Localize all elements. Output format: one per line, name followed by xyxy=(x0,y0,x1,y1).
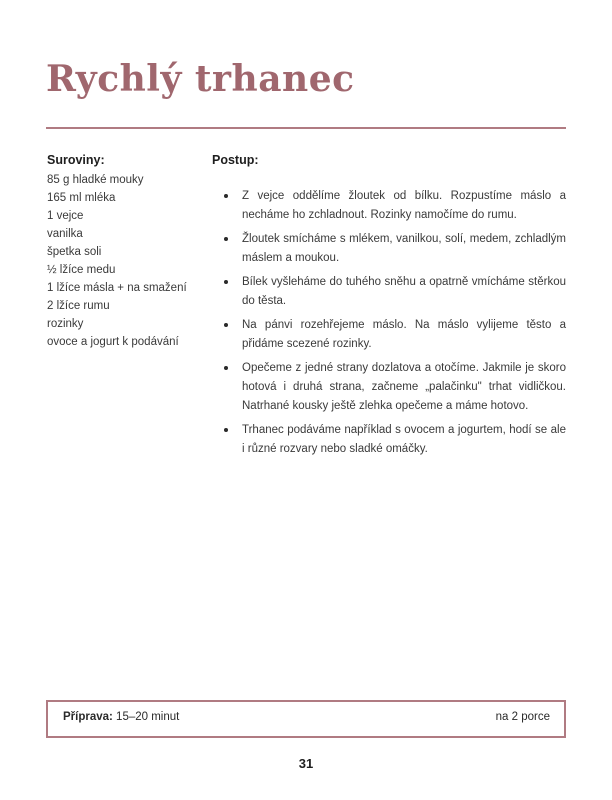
preparation-time xyxy=(63,711,179,723)
bullet-icon xyxy=(224,366,228,370)
page-number: 31 xyxy=(298,756,314,771)
procedure-step xyxy=(212,230,566,268)
ingredient-item: 85 g hladké mouky xyxy=(47,174,144,186)
ingredient-item: ovoce a jogurt k podávání xyxy=(47,336,179,348)
ingredients-list xyxy=(47,171,207,351)
bullet-icon xyxy=(224,194,228,198)
ingredient-item: 1 vejce xyxy=(47,210,84,222)
procedure-step-text: Žloutek smícháme s mlékem, vanilkou, solí, medem, zchladlým máslem a moukou. xyxy=(242,233,566,264)
preparation-label: Příprava: xyxy=(63,711,113,723)
bullet-icon xyxy=(224,428,228,432)
procedure-step-text: Opečeme z jedné strany dozlatova a otočíme. Jakmile je skoro hotová i druhá strana, začneme „palačinku" trhat vidličkou. Natrhané kousky ještě zlehka opečeme a máme hotovo. xyxy=(242,362,566,412)
procedure-steps xyxy=(212,187,566,459)
ingredient-item: 2 lžíce rumu xyxy=(47,300,110,312)
ingredients-heading: Suroviny: xyxy=(47,153,105,167)
procedure-step-text: Bílek vyšleháme do tuhého sněhu a opatrně vmícháme stěrkou do těsta. xyxy=(242,276,566,307)
procedure-step-text: Trhanec podáváme například s ovocem a jogurtem, hodí se ale i různé rozvary nebo sladké omáčky. xyxy=(242,424,566,455)
procedure-step xyxy=(212,316,566,354)
page-title: Rychlý trhanec xyxy=(46,58,355,100)
title-divider xyxy=(46,127,566,129)
recipe-info-box xyxy=(46,700,566,738)
procedure-step xyxy=(212,421,566,459)
procedure-step-text: Z vejce oddělíme žloutek od bílku. Rozpustíme máslo a necháme ho zchladnout. Rozinky namočíme do rumu. xyxy=(242,190,566,221)
ingredient-item: vanilka xyxy=(47,228,83,240)
procedure-step xyxy=(212,187,566,225)
ingredient-item: špetka soli xyxy=(47,246,102,258)
procedure-step xyxy=(212,359,566,416)
procedure-step-text: Na pánvi rozehřejeme máslo. Na máslo vylijeme těsto a přidáme scezené rozinky. xyxy=(242,319,566,350)
procedure-heading: Postup: xyxy=(212,153,259,167)
ingredient-item: 165 ml mléka xyxy=(47,192,116,204)
ingredients-section xyxy=(47,152,207,351)
procedure-section xyxy=(212,152,566,464)
bullet-icon xyxy=(224,323,228,327)
bullet-icon xyxy=(224,237,228,241)
portions: na 2 porce xyxy=(495,711,550,723)
procedure-step xyxy=(212,273,566,311)
preparation-value: 15–20 minut xyxy=(112,711,180,723)
ingredient-item: rozinky xyxy=(47,318,84,330)
ingredient-item: 1 lžíce másla + na smažení xyxy=(47,282,187,294)
ingredient-item: ½ lžíce medu xyxy=(47,264,116,276)
bullet-icon xyxy=(224,280,228,284)
